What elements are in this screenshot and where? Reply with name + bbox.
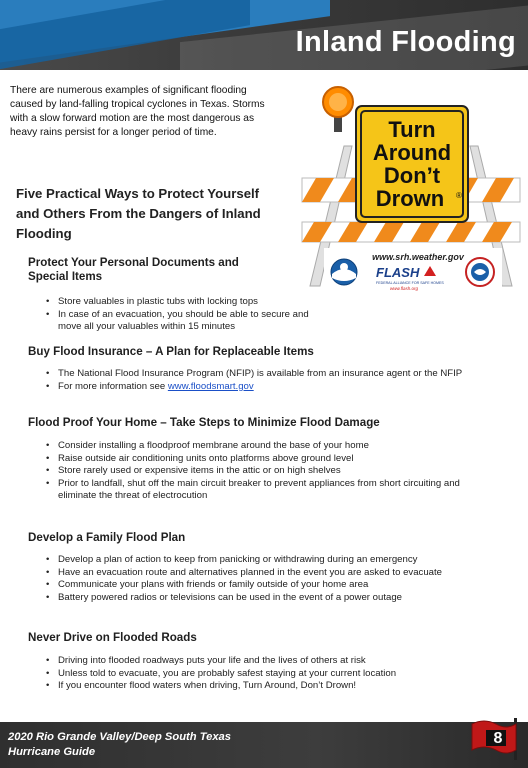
page-title: Inland Flooding bbox=[295, 26, 516, 58]
section-list-never-drive-flooded bbox=[46, 655, 506, 693]
section-list-flood-proof-home bbox=[46, 440, 486, 503]
sign-registered-mark: ® bbox=[456, 191, 462, 200]
list-item: • Prior to landfall, shut off the main circuit breaker to prevent appliances from short circuiting and eliminate the threat of electrocution bbox=[46, 478, 486, 503]
list-item-text: For more information see bbox=[58, 380, 168, 392]
list-item: • Unless told to evacuate, you are probably safest staying at your current location bbox=[46, 668, 506, 681]
noaa-logo-icon bbox=[331, 259, 357, 285]
footer-line-2: Hurricane Guide bbox=[8, 746, 96, 758]
section-list-family-flood-plan bbox=[46, 554, 506, 604]
section-title-flood-insurance: Buy Flood Insurance – A Plan for Replaceable Items bbox=[28, 345, 314, 358]
list-item: • Develop a plan of action to keep from panicking or withdrawing during an emergency bbox=[46, 554, 506, 567]
list-item: • If you encounter flood waters when driving, Turn Around, Don’t Drown! bbox=[46, 680, 506, 693]
sign-line-3: Don’t bbox=[383, 163, 441, 188]
section-title-never-drive-flooded: Never Drive on Flooded Roads bbox=[28, 631, 197, 644]
list-item: • The National Flood Insurance Program (NFIP) is available from an insurance agent or the NFIP bbox=[46, 368, 506, 381]
list-item bbox=[46, 381, 506, 394]
list-item: • Battery powered radios or televisions can be used in the event of a power outage bbox=[46, 592, 506, 605]
sign-line-2: Around bbox=[372, 140, 452, 165]
list-item: • Store rarely used or expensive items in the attic or on high shelves bbox=[46, 465, 486, 478]
floodsmart-link[interactable]: www.floodsmart.gov bbox=[167, 380, 254, 392]
flash-url: www.flash.org bbox=[390, 286, 419, 291]
list-item: • Driving into flooded roadways puts your life and the lives of others at risk bbox=[46, 655, 506, 668]
footer-line-1: 2020 Rio Grande Valley/Deep South Texas bbox=[8, 731, 232, 743]
sign-line-1: Turn bbox=[388, 117, 436, 142]
page-number: 8 bbox=[493, 730, 503, 747]
list-item: • Consider installing a floodproof membrane around the base of your home bbox=[46, 440, 486, 453]
sign-url: www.srh.weather.gov bbox=[372, 252, 464, 262]
list-item: • Have an evacuation route and alternatives planned in the event you are asked to evacuate bbox=[46, 567, 506, 580]
turn-around-dont-drown-sign bbox=[300, 86, 522, 292]
section-title-protect-documents: Protect Your Personal Documents and Special Items bbox=[28, 256, 239, 283]
flash-subtitle: FEDERAL ALLIANCE FOR SAFE HOMES bbox=[376, 281, 444, 285]
section-title-family-flood-plan: Develop a Family Flood Plan bbox=[28, 531, 186, 544]
sign-line-4: Drown bbox=[375, 186, 445, 211]
intro-paragraph: There are numerous examples of significant flooding caused by land-falling tropical cyclones in Texas. Storms with a slow forward motion are the most dangerous as heavy rains persist for a longer period of time. bbox=[10, 85, 265, 138]
list-item: • In case of an evacuation, you should be able to secure and move all your valuables within 15 minutes bbox=[46, 309, 316, 334]
flash-logo-text: FLASH bbox=[376, 265, 420, 280]
list-item: • Store valuables in plastic tubs with locking tops bbox=[46, 296, 316, 309]
section-list-flood-insurance bbox=[46, 368, 506, 393]
footer-title bbox=[8, 730, 231, 760]
nws-logo-icon bbox=[466, 258, 494, 286]
section-list-protect-documents bbox=[46, 296, 316, 334]
section-title-flood-proof-home: Flood Proof Your Home – Take Steps to Minimize Flood Damage bbox=[28, 416, 380, 429]
list-item: • Communicate your plans with friends or family outside of your home area bbox=[46, 579, 506, 592]
list-item: • Raise outside air conditioning units onto platforms above ground level bbox=[46, 453, 486, 466]
main-heading: Five Practical Ways to Protect Yourself and Others From the Dangers of Inland Flooding bbox=[16, 186, 261, 241]
